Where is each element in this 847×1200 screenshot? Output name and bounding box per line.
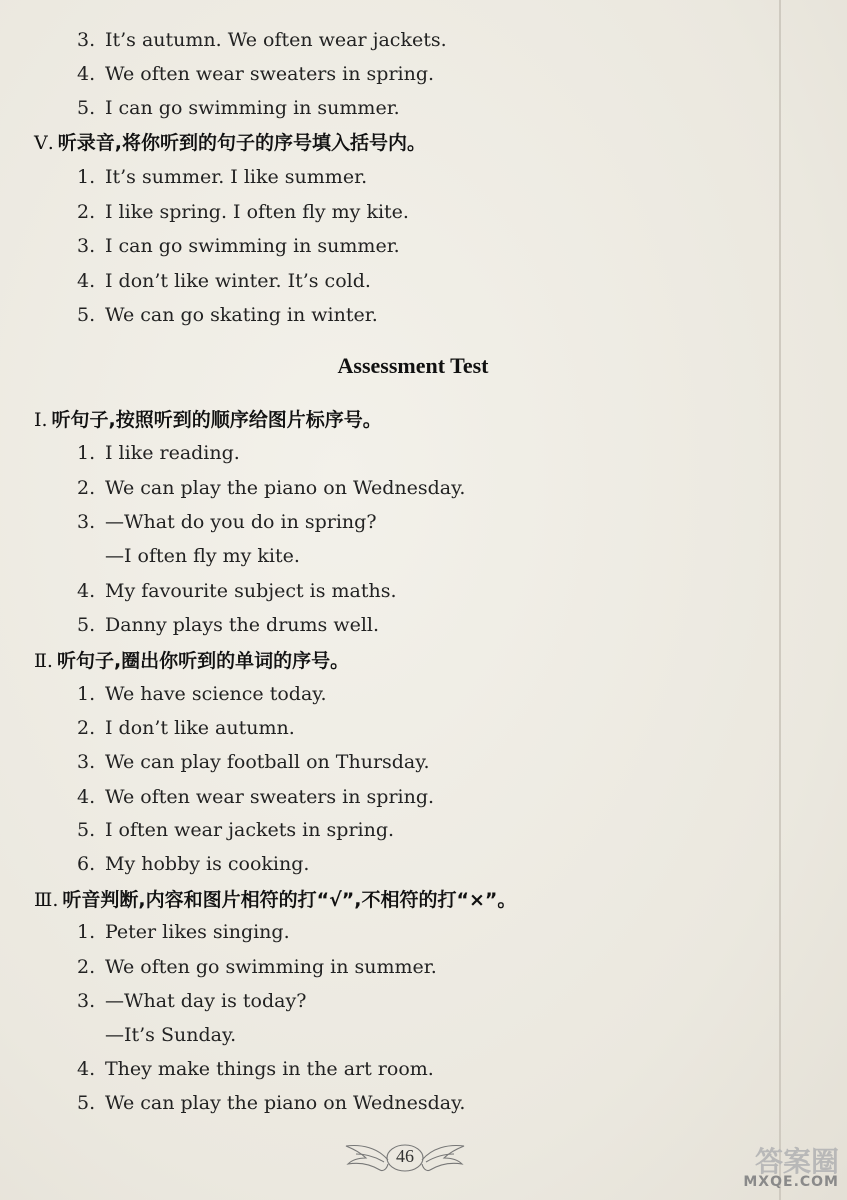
list-item: 5. I can go swimming in summer. [77,97,400,119]
list-item: 1. Peter likes singing. [77,921,290,943]
list-item: 4. I don’t like winter. It’s cold. [77,270,371,292]
list-item: 3. We can play football on Thursday. [77,751,430,773]
list-item: 3. I can go swimming in summer. [77,235,400,257]
list-item: 5. Danny plays the drums well. [77,614,380,636]
list-item: 3. —What do you do in spring? [77,511,377,533]
list-item: 3. It’s autumn. We often wear jackets. [77,29,447,51]
dialogue-reply: —It’s Sunday. [105,1024,237,1046]
list-item: 1. We have science today. [77,683,327,705]
list-item: 6. My hobby is cooking. [77,853,310,875]
list-item: 3. —What day is today? [77,990,307,1012]
list-item: 2. I don’t like autumn. [77,717,295,739]
watermark-site: MXQE.COM [743,1174,839,1190]
list-item: 2. I like spring. I often fly my kite. [77,201,409,223]
list-item: 5. We can play the piano on Wednesday. [77,1092,466,1114]
list-item: 4. We often wear sweaters in spring. [77,786,435,808]
section-heading-ii: Ⅱ. 听句子,圈出你听到的单词的序号。 [34,650,350,672]
list-item: 5. We can go skating in winter. [77,304,378,326]
page-title: Assessment Test [337,353,489,378]
page-number-ornament [340,1140,470,1180]
list-item: 2. We can play the piano on Wednesday. [77,477,466,499]
list-item: 4. My favourite subject is maths. [77,580,397,602]
list-item: 2. We often go swimming in summer. [77,956,437,978]
page-number: 46 [396,1146,414,1166]
site-watermark [729,1138,839,1196]
section-heading-iii: Ⅲ. 听音判断,内容和图片相符的打“√”,不相符的打“×”。 [34,889,517,911]
list-item: 1. It’s summer. I like summer. [77,166,368,188]
section-heading-i: Ⅰ. 听句子,按照听到的顺序给图片标序号。 [34,409,382,431]
list-item: 5. I often wear jackets in spring. [77,819,395,841]
list-item: 1. I like reading. [77,442,240,464]
page-gutter [779,0,781,1200]
dialogue-reply: —I often fly my kite. [105,545,300,567]
watermark-logo: 答案圈 [754,1145,839,1178]
section-heading-v: Ⅴ. 听录音,将你听到的句子的序号填入括号内。 [34,132,426,154]
list-item: 4. We often wear sweaters in spring. [77,63,435,85]
list-item: 4. They make things in the art room. [77,1058,434,1080]
